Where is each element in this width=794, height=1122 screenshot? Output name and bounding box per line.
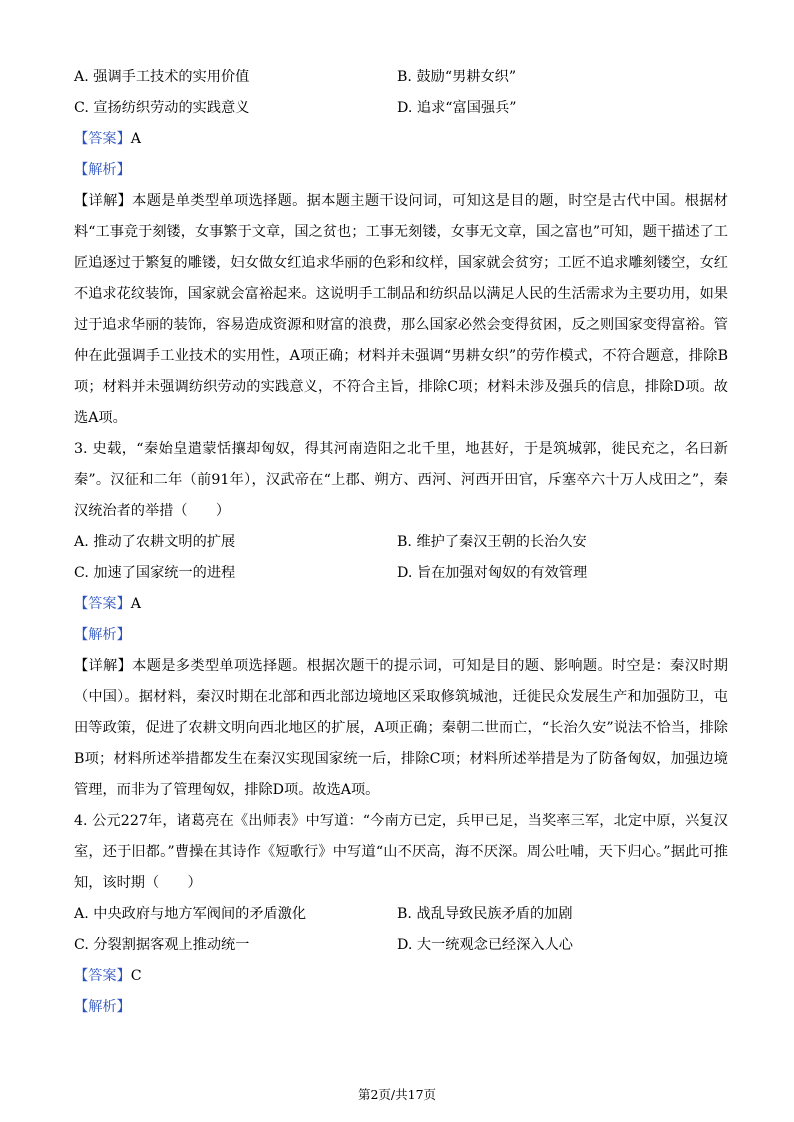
q2-detail-text: 本题是单类型单项选择题。据本题主题干设问词，可知这是目的题，时空是古代中国。根据材料“工事竞于刻镂，女事繁于文章，国之贫也；工事无刻镂，女事无文章，国之富也”可知，题干描述了工匠追逐过于繁复的雕镂，妇女做女红追求华丽的色彩和纹样，国家就会贫穷；工匠不追求雕刻镂空，女红不追求花纹装饰，国家就会富裕起来。这说明手工制品和纺织品以满足人民的生活需求为主要功用，如果过于追求华丽的装饰，容易造成资源和财富的浪费，那么国家必然会变得贫困，反之则国家变得富裕。管仲在此强调手工业技术的实用性，A项正确；材料并未强调“男耕女织”的劳作模式，不符合题意，排除B项；材料并未强调纺织劳动的实践意义，不符合主旨，排除C项；材料未涉及强兵的信息，排除D项。故选A项。 [74,193,728,426]
q3-stem: 3. 史载，“秦始皇遣蒙恬攘却匈奴，得其河南造阳之北千里，地甚好，于是筑城郭，徙民充之，名曰新秦”。汉征和二年（前91年），汉武帝在“上郡、朔方、西河、河西开田官，斥塞卒六十万人戍田之”，秦汉统治者的举措（ ） [74,441,728,519]
q2-answer-tag: 【答案】 [74,131,131,147]
q4-answer [74,961,728,992]
q2-option-c[interactable]: C. 宣扬纺织劳动的实践意义 [74,100,250,116]
q4-options-row-2 [74,930,728,961]
q3-options-row-2 [74,558,728,589]
q4-option-d[interactable]: D. 大一统观念已经深入人心 [397,937,573,953]
q3-option-b[interactable]: B. 维护了秦汉王朝的长治久安 [397,534,587,550]
q4-analysis-tag: 【解析】 [74,999,131,1015]
q4-answer-value: C [130,968,142,984]
q4-option-b[interactable]: B. 战乱导致民族矛盾的加剧 [397,906,573,922]
q2-answer [74,124,728,155]
q2-detail [74,186,728,434]
q3-answer-value: A [130,596,142,612]
q4-analysis [74,992,728,1023]
q2-analysis-tag: 【解析】 [74,162,131,178]
q3-detail-tag: 【详解】 [74,658,133,674]
q3-option-a[interactable]: A. 推动了农耕文明的扩展 [74,534,236,550]
q3-option-d[interactable]: D. 旨在加强对匈奴的有效管理 [397,565,588,581]
page-content [74,62,728,1023]
q4-option-c[interactable]: C. 分裂割据客观上推动统一 [74,937,250,953]
q4-answer-tag: 【答案】 [74,968,131,984]
q4-stem: 4. 公元227年，诸葛亮在《出师表》中写道：“今南方已定，兵甲已足，当奖率三军，北定中原，兴复汉室，还于旧都。”曹操在其诗作《短歌行》中写道“山不厌高，海不厌深。周公吐哺，天下归心。”据此可推知，该时期（ ） [74,813,728,891]
q3-answer-tag: 【答案】 [74,596,131,612]
q3-detail [74,651,728,806]
q3-detail-text: 本题是多类型单项选择题。根据次题干的提示词，可知是目的题、影响题。时空是：秦汉时期（中国）。据材料，秦汉时期在北部和西北部边境地区采取修筑城池，迁徙民众发展生产和加强防卫，屯田等政策，促进了农耕文明向西北地区的扩展，A项正确；秦朝二世而亡，“长治久安”说法不恰当，排除B项；材料所述举措都发生在秦汉实现国家统一后，排除C项；材料所述举措是为了防备匈奴，加强边境管理，而非为了管理匈奴，排除D项。故选A项。 [74,658,728,798]
q3-analysis-tag: 【解析】 [74,627,131,643]
q3-options-row-1 [74,527,728,558]
q3-analysis [74,620,728,651]
q2-detail-tag: 【详解】 [74,193,133,209]
q4-option-a[interactable]: A. 中央政府与地方军阀间的矛盾激化 [74,906,307,922]
q3-answer [74,589,728,620]
q2-analysis [74,155,728,186]
page-footer: 第2页/共17页 [357,1087,437,1102]
q2-option-a[interactable]: A. 强调手工技术的实用价值 [74,69,250,85]
q4-options-row-1 [74,899,728,930]
q2-option-b[interactable]: B. 鼓励“男耕女织” [397,69,517,85]
q2-options-row-2 [74,93,728,124]
q2-options-row-1 [74,62,728,93]
q2-answer-value: A [130,131,142,147]
q2-option-d[interactable]: D. 追求“富国强兵” [397,100,517,116]
q3-option-c[interactable]: C. 加速了国家统一的进程 [74,565,236,581]
